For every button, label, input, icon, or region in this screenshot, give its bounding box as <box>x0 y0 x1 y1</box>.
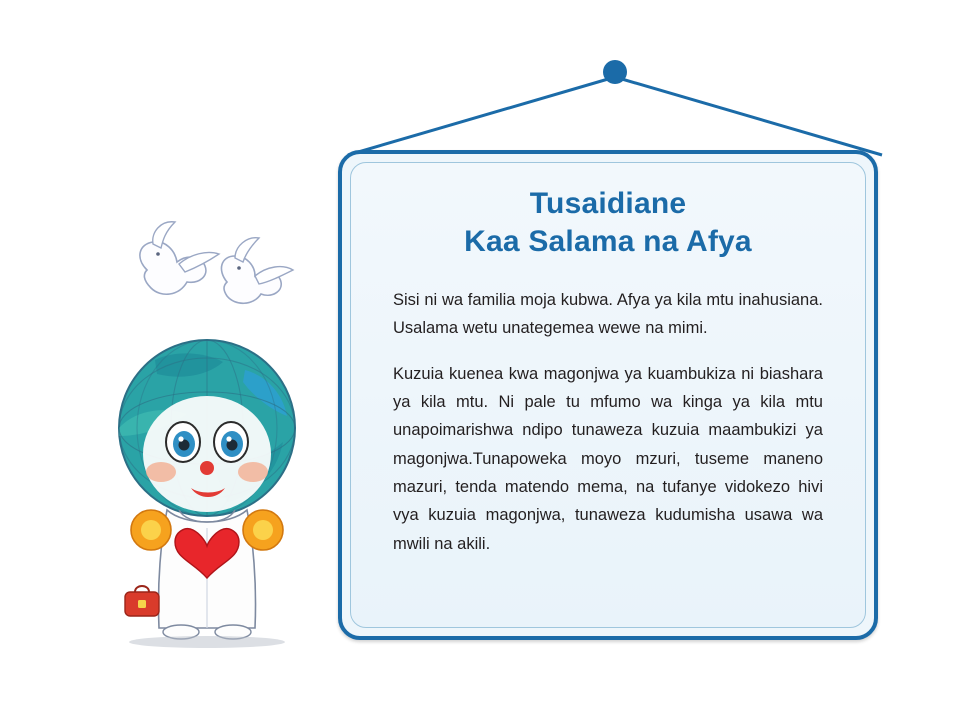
body-paragraph-2: Kuzuia kuenea kwa magonjwa ya kuambukiza ni biashara ya kila mtu. Ni pale tu mfumo wa kinga ya kila mtu unapoimarishwa ndipo tunaweza kuzuia maambukizi ya magonjwa.Tunapoweka moyo mzuri, tuseme maneno mazuri, tenda matendo mema, na tufanye vidokezo hivi vya kuzuia magonjwa, tunaweza kudumisha usawa wa mwili na akili. <box>393 364 823 553</box>
mascot-nose <box>200 461 214 475</box>
page-title <box>393 185 823 262</box>
sign-inner-panel <box>350 162 866 628</box>
sign-board <box>338 150 878 640</box>
hanger-nail-icon <box>603 60 627 84</box>
mascot-cheek-right <box>238 462 268 482</box>
dove-right-icon <box>221 238 293 304</box>
globe-mascot-illustration <box>95 210 325 655</box>
globe-head-character <box>119 340 295 516</box>
hanger-cord-left <box>348 77 615 155</box>
red-bag-icon <box>125 586 159 616</box>
dove-left-icon <box>140 222 219 294</box>
hanger-cord-right <box>615 77 882 155</box>
sign-hanger <box>330 55 900 165</box>
mascot-cheek-left <box>146 462 176 482</box>
page-title-line-1: Tusaidiane <box>529 187 687 220</box>
ground-shadow <box>129 636 285 648</box>
body-text <box>393 286 823 558</box>
body-paragraph-1: Sisi ni wa familia moja kubwa. Afya ya kila mtu inahusiana. Usalama wetu unategemea wewe na mimi. <box>393 290 823 338</box>
page-title-line-2: Kaa Salama na Afya <box>464 225 752 259</box>
mascot-body <box>125 510 285 648</box>
